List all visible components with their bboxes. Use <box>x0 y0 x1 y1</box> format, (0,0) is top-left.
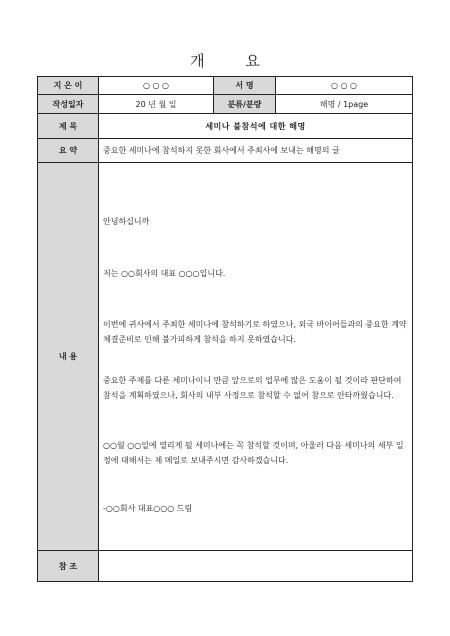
summary-label: 요 약 <box>38 139 99 163</box>
signature-label: 서 명 <box>214 77 276 95</box>
subject-label: 제 목 <box>38 114 99 139</box>
content-closing: -○○회사 대표○○○ 드림 <box>103 504 193 513</box>
category-value: 해명 / 1page <box>276 95 413 114</box>
content-body <box>99 163 413 551</box>
content-paragraph-1: 이번에 귀사에서 주최한 세미나에 참석하기로 하였으나, 외국 바이어들과의 중요한 계약 체결준비로 인해 불가피하게 참석을 하지 못하였습니다. <box>103 320 407 344</box>
author-row <box>38 77 413 95</box>
subject-value: 세미나 불참석에 대한 해명 <box>99 114 413 139</box>
content-row <box>38 163 413 551</box>
author-value: ○ ○ ○ <box>99 77 214 95</box>
category-label: 분류/분량 <box>214 95 276 114</box>
summary-row <box>38 139 413 163</box>
overview-form-table <box>37 76 413 582</box>
summary-value: 중요한 세미나에 참석하지 못한 회사에서 주최사에 보내는 해명의 글 <box>99 139 413 163</box>
content-paragraph-2: 중요한 주제를 다룬 세미나이니 만큼 앞으로의 업무에 많은 도움이 될 것이라 판단하여 참석을 계획하였으나, 회사의 내부 사정으로 참석할 수 없어 참으로 안타까웠습니다. <box>103 376 402 400</box>
date-label: 작성일자 <box>38 95 99 114</box>
content-paragraph-3: ○○월 ○○일에 열리게 될 세미나에는 꼭 참석할 것이며, 아울러 다음 세미나의 세부 일정에 대해서는 제 메일로 보내주시면 감사하겠습니다. <box>103 441 404 465</box>
content-greeting: 안녕하십니까 <box>103 217 150 226</box>
signature-value: ○ ○ ○ <box>276 77 413 95</box>
content-intro: 저는 ○○회사의 대표 ○○○입니다. <box>103 269 226 278</box>
content-label: 내 용 <box>38 163 99 551</box>
date-row <box>38 95 413 114</box>
reference-label: 참 조 <box>38 551 99 582</box>
author-label: 지 은 이 <box>38 77 99 95</box>
subject-row <box>38 114 413 139</box>
date-value: 20 년 월 일 <box>99 95 214 114</box>
reference-row <box>38 551 413 582</box>
reference-value[interactable] <box>99 551 413 582</box>
document-title: 개 요 <box>190 52 278 70</box>
